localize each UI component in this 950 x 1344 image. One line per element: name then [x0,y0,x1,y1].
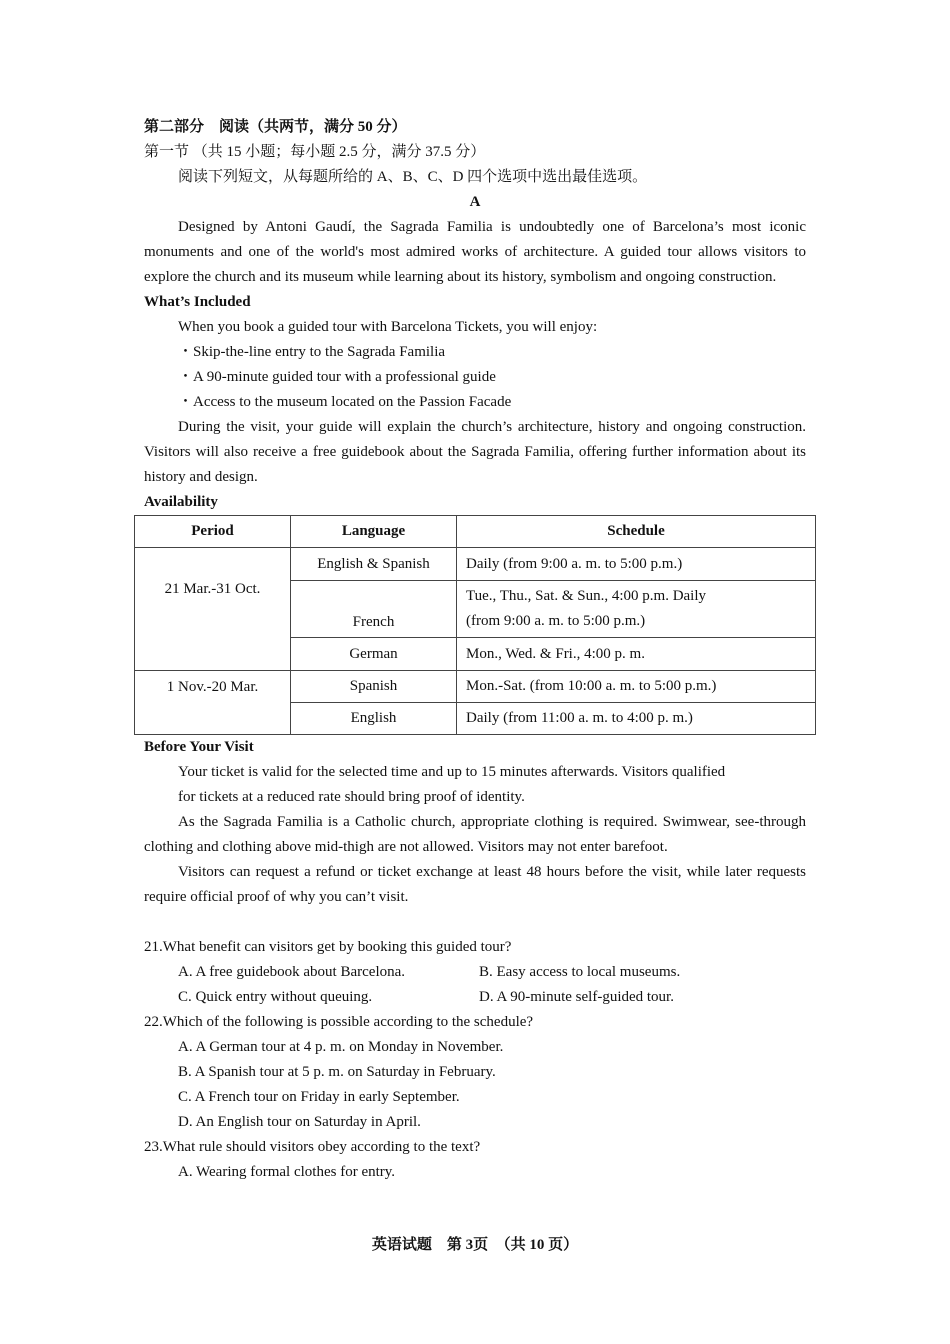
before-paragraph-line: for tickets at a reduced rate should bring proof of identity. [178,789,525,805]
included-bullet: ・Access to the museum located on the Passion Facade [178,394,512,410]
spacer [144,910,806,935]
language-cell: Spanish [291,671,457,703]
instruction: 阅读下列短文，从每题所给的 A、B、C、D 四个选项中选出最佳选项。 [178,169,648,185]
exam-page [144,115,806,1185]
passage-letter: A [469,194,481,210]
period-cell: 1 Nov.-20 Mar. [135,671,291,735]
schedule-cell: Daily (from 11:00 a. m. to 4:00 p. m.) [457,703,816,735]
table-row [135,671,816,703]
question-stem: 23.What rule should visitors obey according to the text? [144,1139,481,1155]
subsection-title: 第一节 （共 15 小题；每小题 2.5 分，满分 37.5 分） [144,144,486,160]
included-lead: When you book a guided tour with Barcelona Tickets, you will enjoy: [178,319,598,335]
before-heading: Before Your Visit [144,739,254,755]
option-b: B. Easy access to local museums. [479,964,681,980]
schedule-cell: Mon.-Sat. (from 10:00 a. m. to 5:00 p.m.) [457,671,816,703]
language-cell: English [291,703,457,735]
included-bullet: ・Skip-the-line entry to the Sagrada Familia [178,344,446,360]
schedule-line: Tue., Thu., Sat. & Sun., 4:00 p.m. Daily [466,588,707,604]
option-c: C. A French tour on Friday in early September. [178,1089,460,1105]
option-d: D. A 90-minute self-guided tour. [479,989,674,1005]
option-a: A. Wearing formal clothes for entry. [178,1164,396,1180]
before-paragraph-line: Your ticket is valid for the selected time and up to 15 minutes afterwards. Visitors qualified [178,764,726,780]
intro-paragraph: Designed by Antoni Gaudí, the Sagrada Familia is undoubtedly one of Barcelona’s most iconic monuments and one of the world's most admired works of architecture. A guided tour allows visitors to explore the church and its museum while learning about its history, symbolism and ongoing construction. [144,219,806,285]
included-bullet: ・A 90-minute guided tour with a professional guide [178,369,496,385]
refund-paragraph: Visitors can request a refund or ticket exchange at least 48 hours before the visit, while later requests require official proof of why you can’t visit. [144,864,806,905]
schedule-cell: Mon., Wed. & Fri., 4:00 p. m. [457,638,816,671]
included-paragraph: During the visit, your guide will explain the church’s architecture, history and ongoing construction. Visitors will also receive a free guidebook about the Sagrada Familia, offering further information about its history and design. [144,419,806,485]
part-title: 第二部分 阅读（共两节，满分 50 分） [144,119,407,135]
option-a: A. A German tour at 4 p. m. on Monday in November. [178,1039,504,1055]
option-b: B. A Spanish tour at 5 p. m. on Saturday in February. [178,1064,496,1080]
clothing-paragraph: As the Sagrada Familia is a Catholic church, appropriate clothing is required. Swimwear, see-through clothing and clothing above mid-thigh are not allowed. Visitors may not enter barefoot. [144,814,806,855]
option-c: C. Quick entry without queuing. [178,989,373,1005]
option-row [144,960,806,985]
header-language: Language [291,516,457,548]
option-a: A. A free guidebook about Barcelona. [178,964,406,980]
option-row [144,985,806,1010]
question-stem: 21.What benefit can visitors get by booking this guided tour? [144,939,512,955]
included-heading: What’s Included [144,294,251,310]
table-header-row [135,516,816,548]
availability-table-wrap [144,515,806,735]
schedule-cell: Daily (from 9:00 a. m. to 5:00 p.m.) [457,548,816,581]
header-period: Period [135,516,291,548]
period-cell: 21 Mar.-31 Oct. [135,548,291,671]
language-cell: German [291,638,457,671]
schedule-cell [457,581,816,638]
availability-heading: Availability [144,494,218,510]
option-d: D. An English tour on Saturday in April. [178,1114,421,1130]
language-cell: English & Spanish [291,548,457,581]
header-schedule: Schedule [457,516,816,548]
page-footer: 英语试题 第 3页 （共 10 页） [371,1237,579,1253]
question-stem: 22.Which of the following is possible according to the schedule? [144,1014,534,1030]
table-row [135,548,816,581]
schedule-line: (from 9:00 a. m. to 5:00 p.m.) [466,613,646,629]
availability-table [134,515,816,735]
language-cell: French [291,581,457,638]
